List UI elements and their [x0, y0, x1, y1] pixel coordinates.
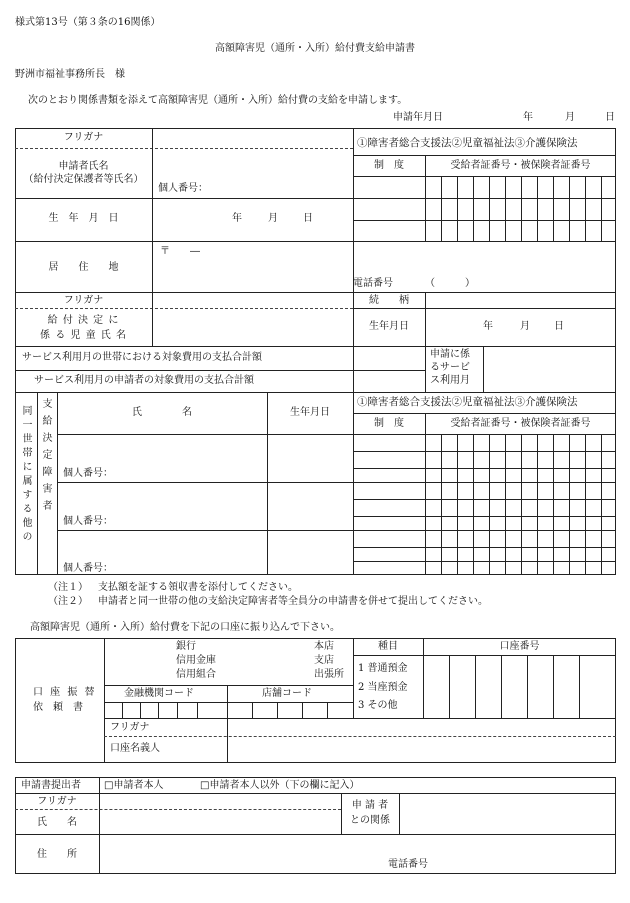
table-rule	[353, 547, 616, 548]
table-rule	[457, 434, 458, 575]
table-rule	[353, 561, 616, 562]
note-1-text: 支払額を証する領収書を添付してください。	[98, 582, 298, 593]
dashed-rule	[15, 809, 341, 810]
table-rule	[353, 128, 354, 575]
dashed-rule	[104, 736, 616, 737]
submitter-label: 申請書提出者	[21, 780, 81, 791]
table-rule	[353, 176, 616, 177]
table-rule	[505, 434, 506, 575]
note-1-tag: （注１）	[48, 582, 88, 593]
branch-type-1: 本店	[314, 641, 334, 652]
relationship-label: 続 柄	[369, 295, 409, 306]
seido-label-household: 制 度	[374, 418, 404, 429]
table-rule	[140, 702, 141, 718]
bank-type-3: 信用組合	[176, 669, 216, 680]
table-rule	[104, 638, 105, 763]
service-month-label-2: るサービ	[430, 362, 470, 373]
table-rule	[353, 198, 616, 199]
service-applicant-total-label: サービス利用月の申請者の対象費用の支払合計額	[34, 375, 254, 386]
table-rule	[267, 392, 268, 575]
child-label-line2: 係 る 児 童 氏 名	[40, 330, 127, 341]
intro-text: 次のとおり関係書類を添えて高額障害児（通所・入所）給付費の支給を申請します。	[28, 95, 408, 106]
submitter-option-other[interactable]: □申請者本人以外（下の欄に記入）	[200, 780, 360, 791]
household-name-header: 氏 名	[132, 407, 192, 418]
table-rule	[569, 434, 570, 575]
table-rule	[252, 702, 253, 718]
household-side-label-1: 同一世帯に属する他の	[20, 405, 31, 545]
applicant-birth-year: 年	[232, 213, 242, 224]
table-rule	[327, 702, 328, 718]
table-rule	[104, 718, 616, 719]
applicant-name-label: 申請者氏名	[58, 161, 109, 172]
submitter-frame	[15, 777, 616, 874]
branch-type-3: 出張所	[314, 669, 344, 680]
table-rule	[15, 198, 353, 199]
table-rule	[353, 516, 616, 517]
household-birth-header: 生年月日	[290, 407, 330, 418]
holder-furigana-label: フリガナ	[110, 722, 150, 733]
applicant-kojin-label: 個人番号：	[158, 183, 208, 194]
table-rule	[197, 702, 198, 718]
table-rule	[15, 346, 616, 347]
submitter-address-label: 住 所	[37, 849, 77, 860]
table-rule	[353, 308, 616, 309]
applicant-birth-month: 月	[268, 213, 278, 224]
table-rule	[277, 702, 278, 718]
applicant-phone-label: 電話番号	[353, 278, 393, 289]
dashed-rule	[15, 148, 353, 149]
submitter-name-label: 氏 名	[37, 817, 77, 828]
table-rule	[353, 451, 616, 452]
submitter-option-self[interactable]: □申請者本人	[104, 780, 164, 791]
submitter-phone-label: 電話番号	[388, 859, 428, 870]
table-rule	[489, 176, 490, 241]
child-label-line1: 給 付 決 定 に	[47, 315, 120, 326]
applicant-name-sublabel: （給付決定保護者等氏名）	[23, 174, 144, 185]
table-rule	[353, 468, 616, 469]
table-rule	[353, 499, 616, 500]
service-month-label-1: 申請に係	[430, 349, 470, 360]
table-rule	[341, 793, 342, 834]
table-rule	[15, 292, 616, 293]
branch-type-2: 支店	[314, 655, 334, 666]
table-rule	[15, 241, 616, 242]
table-rule	[15, 834, 616, 835]
addressee: 野洲市福祉事務所長 様	[15, 69, 125, 80]
child-birth-label: 生年月日	[369, 321, 409, 332]
table-rule	[104, 685, 353, 686]
table-rule	[353, 220, 616, 221]
account-kind-label: 種目	[378, 641, 398, 652]
applicant-birth-label: 生 年 月 日	[48, 213, 119, 224]
table-rule	[475, 655, 476, 718]
seido-label-top: 制 度	[374, 160, 404, 171]
bank-type-2: 信用金庫	[176, 655, 216, 666]
submitter-furigana-label: フリガナ	[37, 796, 77, 807]
table-rule	[57, 392, 58, 575]
table-rule	[99, 777, 100, 874]
table-rule	[302, 702, 303, 718]
table-rule	[483, 346, 484, 392]
household-side-label-2: 支給決定障害者	[40, 398, 51, 517]
child-birth-month: 月	[520, 321, 530, 332]
table-rule	[227, 718, 228, 763]
table-rule	[473, 434, 474, 575]
date-label: 申請年月日	[393, 112, 443, 123]
date-day: 日	[605, 112, 615, 123]
table-rule	[15, 793, 616, 794]
table-rule	[399, 793, 400, 834]
account-kind-2: 2 当座預金	[358, 682, 408, 693]
table-rule	[601, 434, 602, 575]
table-rule	[227, 685, 228, 718]
table-rule	[425, 413, 426, 575]
cert-no-label-household: 受給者証番号・被保険者証番号	[450, 418, 591, 429]
table-rule	[579, 655, 580, 718]
table-rule	[569, 176, 570, 241]
household-kojin-3: 個人番号：	[63, 563, 113, 574]
household-kojin-2: 個人番号：	[63, 516, 113, 527]
account-kind-1: 1 普通預金	[358, 663, 408, 674]
postal-mark: 〒 ―	[160, 246, 200, 257]
table-rule	[152, 128, 153, 346]
table-rule	[15, 370, 425, 371]
table-rule	[553, 176, 554, 241]
applicant-address-label: 居 住 地	[48, 262, 119, 273]
date-year: 年	[523, 112, 533, 123]
table-rule	[177, 702, 178, 718]
table-rule	[158, 702, 159, 718]
table-rule	[601, 176, 602, 241]
applicant-birth-day: 日	[303, 213, 313, 224]
institution-code-label: 金融機関コード	[124, 688, 194, 699]
service-household-total-label: サービス利用月の世帯における対象費用の支払合計額	[22, 352, 262, 363]
law-options-household: ①障害者総合支援法②児童福祉法③介護保険法	[357, 396, 578, 408]
service-month-label-3: ス利用月	[430, 375, 470, 386]
table-rule	[457, 176, 458, 241]
account-kind-3: 3 その他	[358, 700, 398, 711]
table-rule	[353, 482, 616, 483]
table-rule	[501, 655, 502, 718]
form-number: 様式第13号（第３条の16関係）	[15, 17, 161, 28]
table-rule	[353, 530, 616, 531]
table-rule	[441, 176, 442, 241]
table-rule	[505, 176, 506, 241]
relation-label-1: 申 請 者	[351, 800, 389, 811]
table-rule	[353, 413, 616, 414]
relation-label-2: との関係	[350, 815, 390, 826]
table-rule	[57, 482, 353, 483]
law-options-top: ①障害者総合支援法②児童福祉法③介護保険法	[357, 137, 578, 149]
table-rule	[15, 392, 616, 393]
account-number-label: 口座番号	[499, 641, 540, 652]
table-rule	[441, 434, 442, 575]
applicant-furigana-label: フリガナ	[63, 132, 104, 143]
household-kojin-1: 個人番号：	[63, 468, 113, 479]
form-title: 高額障害児（通所・入所）給付費支給申請書	[215, 43, 415, 54]
table-rule	[473, 176, 474, 241]
table-rule	[449, 655, 450, 718]
table-rule	[585, 434, 586, 575]
table-rule	[585, 176, 586, 241]
child-furigana-label: フリガナ	[63, 295, 104, 306]
table-rule	[553, 434, 554, 575]
table-rule	[521, 434, 522, 575]
date-month: 月	[565, 112, 575, 123]
note-2-text: 申請者と同一世帯の他の支給決定障害者等全員分の申請書を併せて提出してください。	[98, 596, 488, 607]
table-rule	[37, 392, 38, 575]
table-rule	[489, 434, 490, 575]
table-rule	[353, 155, 616, 156]
table-rule	[353, 655, 616, 656]
table-rule	[521, 176, 522, 241]
table-rule	[122, 702, 123, 718]
table-rule	[527, 655, 528, 718]
table-rule	[104, 702, 353, 703]
table-rule	[57, 434, 616, 435]
note-2-tag: （注２）	[48, 596, 88, 607]
table-rule	[537, 176, 538, 241]
table-rule	[425, 292, 426, 392]
applicant-phone-paren: （ ）	[425, 278, 475, 289]
child-birth-year: 年	[483, 321, 493, 332]
child-birth-day: 日	[554, 321, 564, 332]
table-rule	[57, 530, 353, 531]
table-rule	[553, 655, 554, 718]
bank-type-1: 銀行	[176, 641, 196, 652]
dashed-rule	[15, 308, 353, 309]
account-holder-label: 口座名義人	[110, 743, 160, 754]
bank-side-label-2: 依 頼 書	[33, 702, 83, 713]
bank-side-label-1: 口 座 振 替	[33, 687, 97, 698]
bank-intro: 高額障害児（通所・入所）給付費を下記の口座に振り込んで下さい。	[30, 622, 340, 633]
table-rule	[537, 434, 538, 575]
branch-code-label: 店舗コード	[262, 688, 312, 699]
cert-no-label-top: 受給者証番号・被保険者証番号	[450, 160, 591, 171]
